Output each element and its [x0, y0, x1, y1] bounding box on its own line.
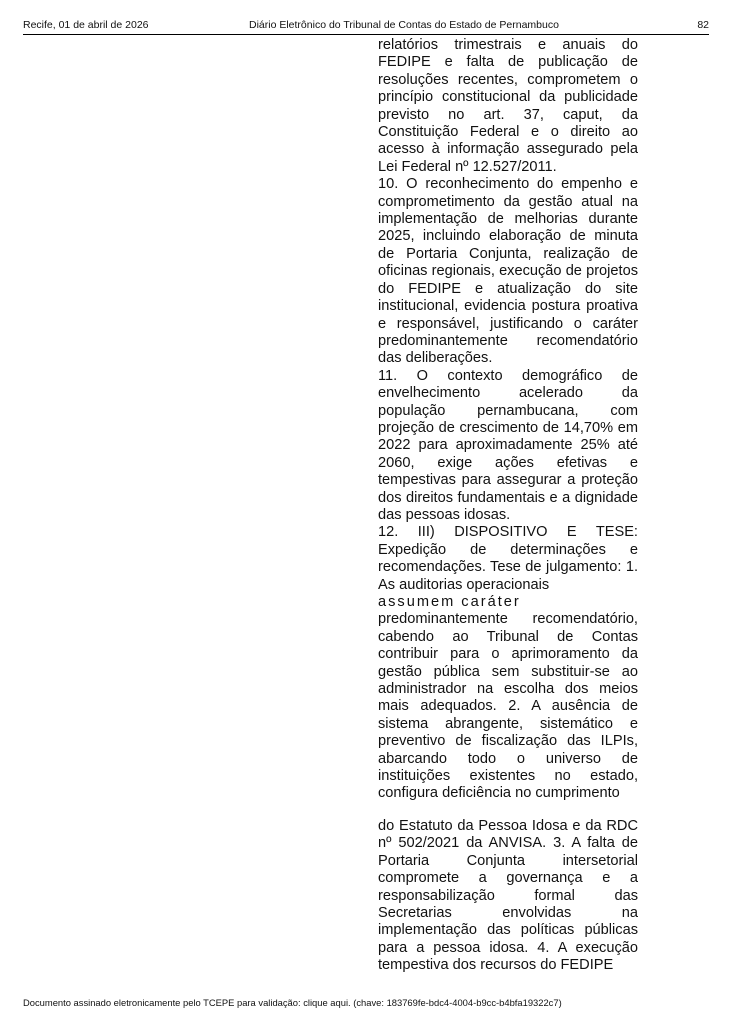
header-page-number: 82 [697, 19, 709, 31]
paragraph-continuation-bottom: do Estatuto da Pessoa Idosa e da RDC nº 502/2021 da ANVISA. 3. A falta de Portaria Conjunta intersetorial compromete a governança e a responsabilização formal das Secretarias envolvidas na implementação das políticas públicas para a pessoa idosa. 4. A execução tempestiva dos recursos do FEDIPE [378, 818, 638, 974]
paragraph-12-spaced-line: assumem caráter [378, 594, 521, 610]
paragraph-12: 12. III) DISPOSITIVO E TESE: Expedição de determinações e recomendações. Tese de julgamento: 1. As auditorias operacionais [378, 524, 638, 593]
header-date: Recife, 01 de abril de 2026 [23, 19, 149, 31]
signature-validation-footer[interactable]: Documento assinado eletronicamente pelo TCEPE para validação: clique aqui. (chave: 183769fe-bdc4-4004-b9cc-b4bfa19322c7) [23, 997, 562, 1008]
paragraph-10: 10. O reconhecimento do empenho e comprometimento da gestão atual na implementação de melhorias durante 2025, incluindo elaboração de minuta de Portaria Conjunta, realização de oficinas regionais, execução de projetos do FEDIPE e atualização do site institucional, evidencia postura proativa e responsável, justificando o caráter predominantemente recomendatório das deliberações. [378, 176, 638, 367]
header-title: Diário Eletrônico do Tribunal de Contas do Estado de Pernambuco [249, 19, 559, 31]
page-header [23, 16, 709, 35]
text-column-top [378, 37, 638, 803]
paragraph-11: 11. O contexto demográfico de envelhecimento acelerado da população pernambucana, com projeção de crescimento de 14,70% em 2022 para aproximadamente 25% até 2060, exige ações efetivas e tempestivas para assegurar a proteção dos direitos fundamentais e a dignidade das pessoas idosas. [378, 367, 638, 523]
paragraph-12-rest: predominantemente recomendatório, cabendo ao Tribunal de Contas contribuir para o aprimoramento da gestão pública sem substituir-se ao administrador na escolha dos meios mais adequados. 2. A ausência de sistema abrangente, sistemático e preventivo de fiscalização das ILPIs, abarcando todo o universo de instituições existentes no estado, configura deficiência no cumprimento [378, 611, 638, 802]
paragraph-continuation: relatórios trimestrais e anuais do FEDIPE e falta de publicação de resoluções recentes, comprometem o princípio constitucional da publicidade previsto no art. 37, caput, da Constituição Federal e o direito ao acesso à informação assegurado pela Lei Federal nº 12.527/2011. [378, 37, 638, 175]
text-column-bottom [378, 818, 638, 975]
